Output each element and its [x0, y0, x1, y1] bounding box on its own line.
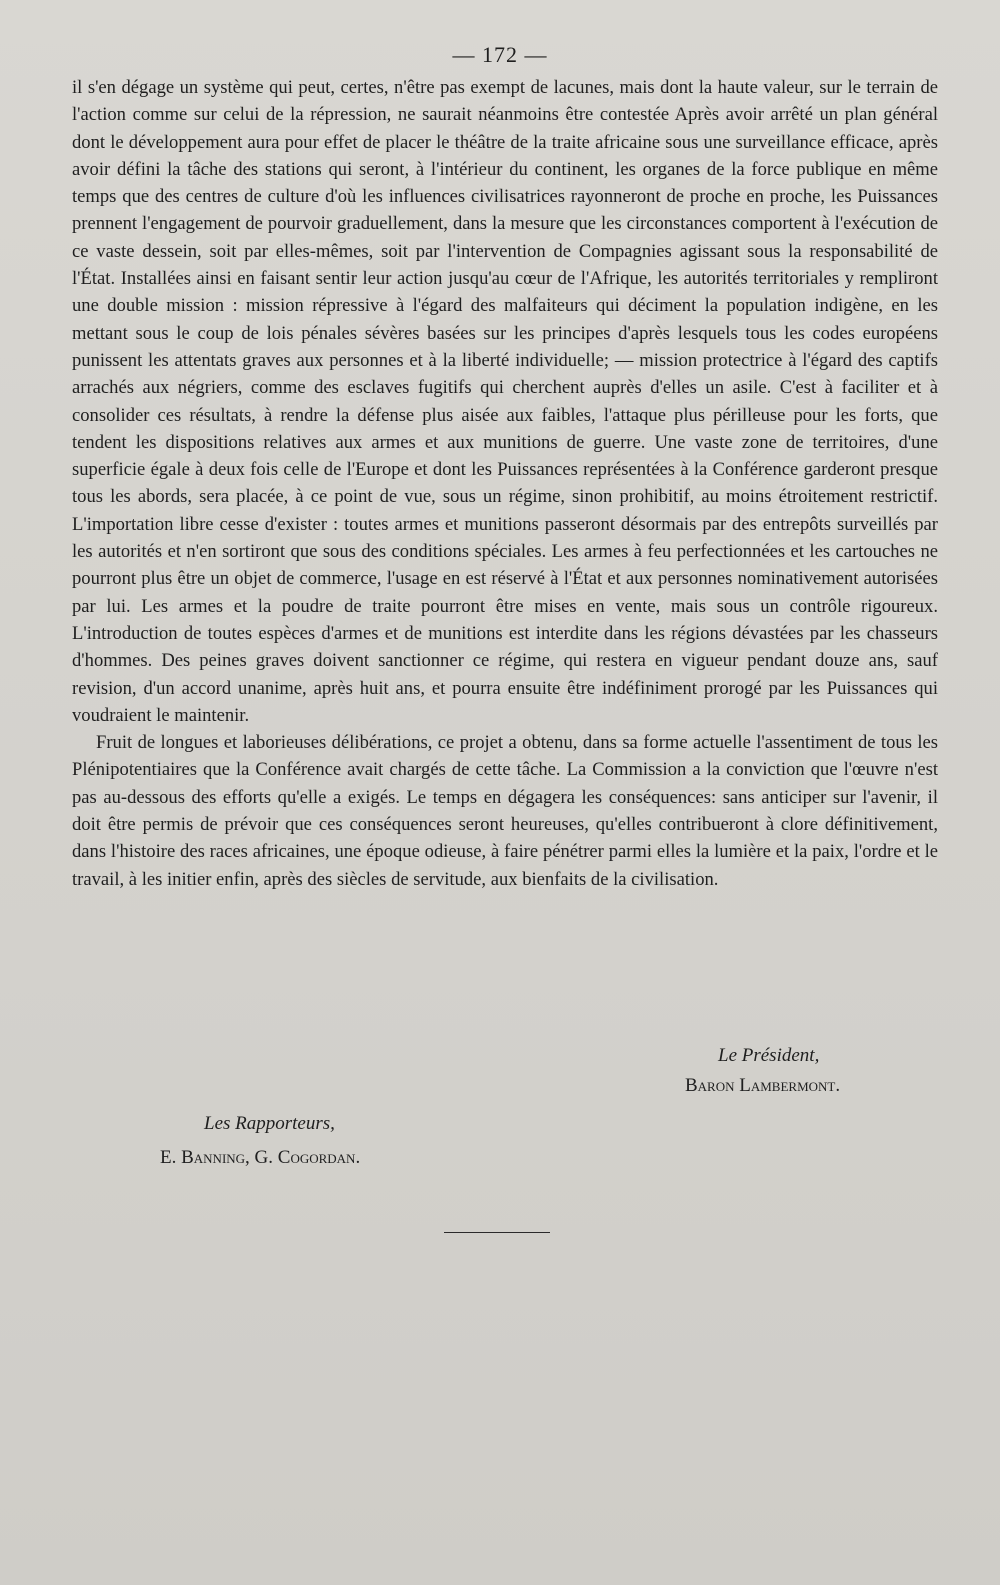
rapporteurs-title: Les Rapporteurs,: [204, 1113, 335, 1134]
report-body: [72, 74, 938, 893]
president-title: Le Président,: [718, 1045, 820, 1066]
rapporteurs-names: E. Banning, G. Cogordan.: [160, 1147, 361, 1168]
president-signature: [600, 1041, 860, 1101]
paragraph-2: Fruit de longues et laborieuses délibérations, ce projet a obtenu, dans sa forme actuelle l'assentiment de tous les Plénipotentiaires que la Conférence avait chargés de cette tâche. La Commission a la conviction que l'œuvre n'est pas au-dessous des efforts qu'elle a exigés. Le temps en dégagera les conséquences: sans anticiper sur l'avenir, il doit être permis de prévoir que ces conséquences seront heureuses, qu'elles contribueront à clore définitivement, dans l'histoire des races africaines, une époque odieuse, à faire pénétrer parmi elles la lumière et la paix, l'ordre et le travail, à les initier enfin, après des siècles de servitude, aux bienfaits de la civilisation.: [72, 732, 938, 890]
page-number: — 172 —: [452, 42, 548, 67]
closing-rule: [444, 1232, 550, 1233]
paragraph-1: il s'en dégage un système qui peut, certes, n'être pas exempt de lacunes, mais dont la haute valeur, sur le terrain de l'action comme sur celui de la répression, ne saurait néanmoins être contestée Après avoir arrêté un plan général dont le développement aura pour effet de placer le théâtre de la traite africaine sous une surveillance efficace, après avoir défini la tâche des stations qui seront, à l'intérieur du continent, les organes de la force publique en même temps que des centres de culture d'où les influences civilisatrices rayonneront de proche en proche, les Puissances prennent l'engagement de pourvoir graduellement, dans la mesure que les circonstances comportent à l'exécution de ce vaste dessein, soit par elles-mêmes, soit par l'intervention de Compagnies agissant sous la responsabilité de l'État. Installées ainsi en faisant sentir leur action jusqu'au cœur de l'Afrique, les autorités territoriales y rempliront une double mission : mission répressive à l'égard des malfaiteurs qui déciment la population indigène, en les mettant sous le coup de lois pénales sévères basées sur les principes d'après lesquels tous les codes européens punissent les attentats graves aux personnes et à la liberté individuelle; — mission protectrice à l'égard des captifs arrachés aux négriers, comme des esclaves fugitifs qui cherchent auprès d'elles un asile. C'est à faciliter et à consolider ces résultats, à rendre la défense plus aisée aux faibles, l'attaque plus périlleuse pour les forts, que tendent les dispositions relatives aux armes et aux munitions de guerre. Une vaste zone de territoires, d'une superficie égale à deux fois celle de l'Europe et dont les Puissances représentées à la Conférence garderont presque tous les abords, sera placée, à ce point de vue, sous un régime, sinon prohibitif, au moins étroitement restrictif. L'importation libre cesse d'exister : toutes armes et munitions passeront désormais par des entrepôts surveillés par les autorités et n'en sortiront que sous des conditions spéciales. Les armes à feu perfectionnées et les cartouches ne pourront plus être un objet de commerce, l'usage en est réservé à l'État et aux personnes nominativement autorisées par lui. Les armes et la poudre de traite pourront être mises en vente, mais sous un contrôle rigoureux. L'introduction de toutes espèces d'armes et de munitions est interdite dans les régions dévastées par les chasseurs d'hommes. Des peines graves doivent sanctionner ce régime, qui restera en vigueur pendant douze ans, sauf revision, d'un accord unanime, après huit ans, et pourra ensuite être indéfiniment prorogé par les Puissances qui voudraient le maintenir.: [72, 77, 938, 726]
president-name: Baron Lambermont.: [685, 1075, 841, 1096]
rapporteurs-signature: [160, 1107, 520, 1175]
